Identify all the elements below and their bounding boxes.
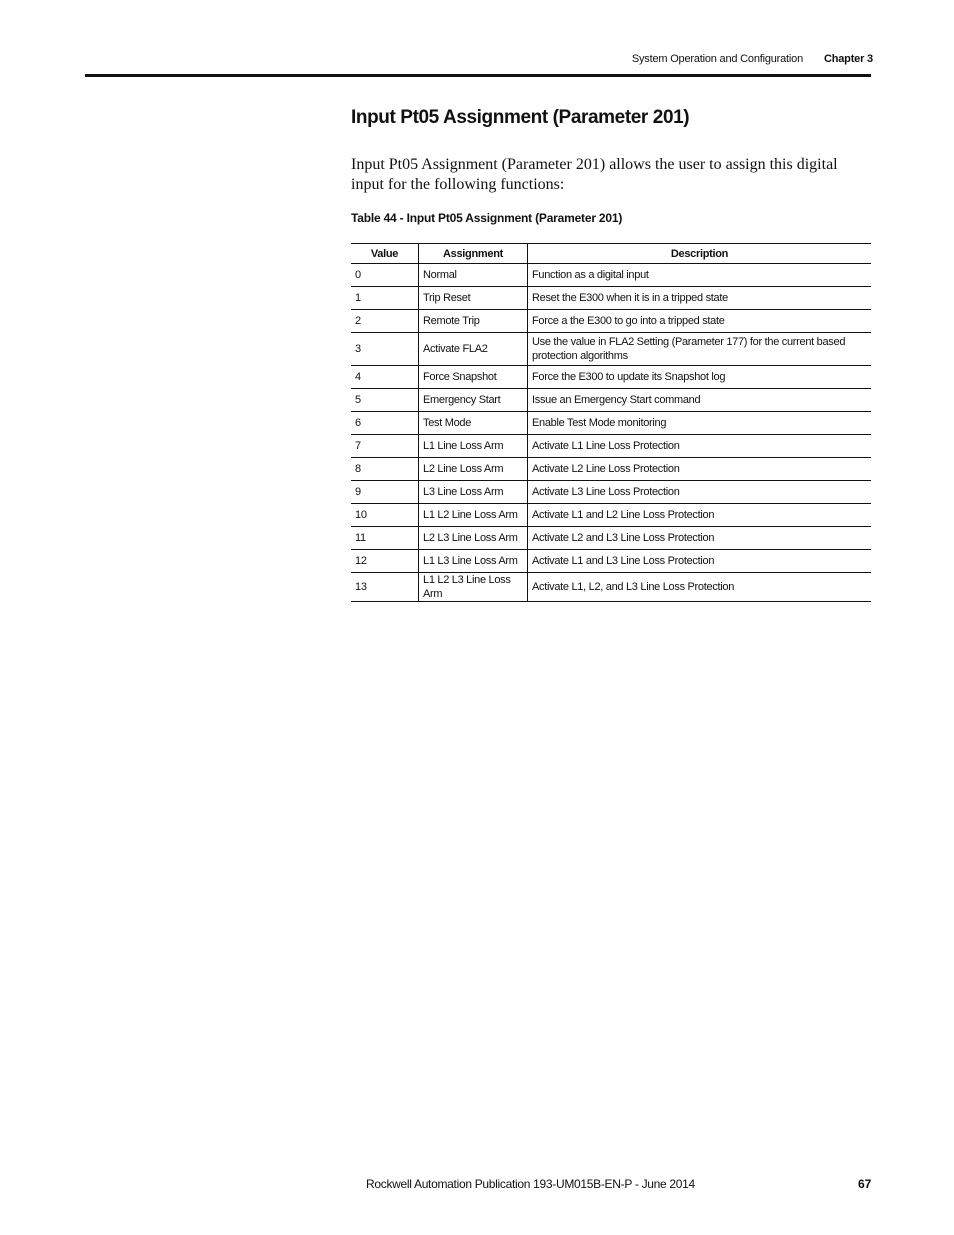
- cell-value: 11: [351, 527, 419, 550]
- cell-value: 5: [351, 389, 419, 412]
- running-header-chapter: Chapter 3: [824, 53, 873, 65]
- header-rule: [85, 74, 871, 77]
- cell-description: Issue an Emergency Start command: [528, 389, 872, 412]
- cell-value: 9: [351, 481, 419, 504]
- cell-value: 8: [351, 458, 419, 481]
- cell-value: 7: [351, 435, 419, 458]
- cell-description: Use the value in FLA2 Setting (Parameter 177) for the current based protection algorithms: [528, 333, 872, 366]
- cell-value: 13: [351, 573, 419, 602]
- table-row: [351, 527, 871, 550]
- footer-publication: Rockwell Automation Publication 193-UM015B-EN-P - June 2014: [366, 1177, 695, 1191]
- cell-description: Activate L3 Line Loss Protection: [528, 481, 872, 504]
- intro-paragraph: Input Pt05 Assignment (Parameter 201) allows the user to assign this digital input for the following functions:: [351, 156, 838, 193]
- cell-description: Activate L1, L2, and L3 Line Loss Protection: [528, 573, 872, 602]
- cell-description: Function as a digital input: [528, 264, 872, 287]
- column-header-value: Value: [351, 244, 419, 264]
- cell-assignment: L2 L3 Line Loss Arm: [419, 527, 528, 550]
- page-number: 67: [858, 1177, 872, 1191]
- cell-assignment: Remote Trip: [419, 310, 528, 333]
- table-row: [351, 366, 871, 389]
- cell-assignment: L1 L3 Line Loss Arm: [419, 550, 528, 573]
- cell-assignment: L1 L2 L3 Line Loss Arm: [419, 573, 528, 602]
- cell-description: Reset the E300 when it is in a tripped state: [528, 287, 872, 310]
- cell-value: 6: [351, 412, 419, 435]
- cell-description: Enable Test Mode monitoring: [528, 412, 872, 435]
- table-row: [351, 481, 871, 504]
- table-row: [351, 573, 871, 602]
- table-row: [351, 412, 871, 435]
- cell-description: Activate L2 and L3 Line Loss Protection: [528, 527, 872, 550]
- cell-assignment: L2 Line Loss Arm: [419, 458, 528, 481]
- table-row: [351, 333, 871, 366]
- running-header-section: System Operation and Configuration: [631, 53, 803, 65]
- cell-assignment: L1 Line Loss Arm: [419, 435, 528, 458]
- cell-value: 1: [351, 287, 419, 310]
- cell-description: Force a the E300 to go into a tripped state: [528, 310, 872, 333]
- page-title: Input Pt05 Assignment (Parameter 201): [351, 107, 690, 128]
- column-header-description: Description: [528, 244, 872, 264]
- table-row: [351, 287, 871, 310]
- table-caption: Table 44 - Input Pt05 Assignment (Parameter 201): [351, 211, 623, 225]
- cell-assignment: Trip Reset: [419, 287, 528, 310]
- cell-assignment: Force Snapshot: [419, 366, 528, 389]
- cell-assignment: Test Mode: [419, 412, 528, 435]
- table-row: [351, 504, 871, 527]
- table-row: [351, 264, 871, 287]
- cell-value: 3: [351, 333, 419, 366]
- table-row: [351, 389, 871, 412]
- cell-description: Activate L1 and L3 Line Loss Protection: [528, 550, 872, 573]
- table-row: [351, 310, 871, 333]
- table-row: [351, 435, 871, 458]
- cell-assignment: Activate FLA2: [419, 333, 528, 366]
- table-row: [351, 550, 871, 573]
- cell-assignment: L1 L2 Line Loss Arm: [419, 504, 528, 527]
- table-row: [351, 458, 871, 481]
- column-header-assignment: Assignment: [419, 244, 528, 264]
- assignment-table: [351, 243, 871, 602]
- cell-description: Activate L1 Line Loss Protection: [528, 435, 872, 458]
- cell-description: Activate L2 Line Loss Protection: [528, 458, 872, 481]
- cell-assignment: Normal: [419, 264, 528, 287]
- cell-value: 4: [351, 366, 419, 389]
- cell-assignment: Emergency Start: [419, 389, 528, 412]
- cell-value: 10: [351, 504, 419, 527]
- cell-value: 2: [351, 310, 419, 333]
- cell-description: Force the E300 to update its Snapshot log: [528, 366, 872, 389]
- cell-description: Activate L1 and L2 Line Loss Protection: [528, 504, 872, 527]
- table-header-row: [351, 244, 871, 264]
- cell-assignment: L3 Line Loss Arm: [419, 481, 528, 504]
- cell-value: 12: [351, 550, 419, 573]
- cell-value: 0: [351, 264, 419, 287]
